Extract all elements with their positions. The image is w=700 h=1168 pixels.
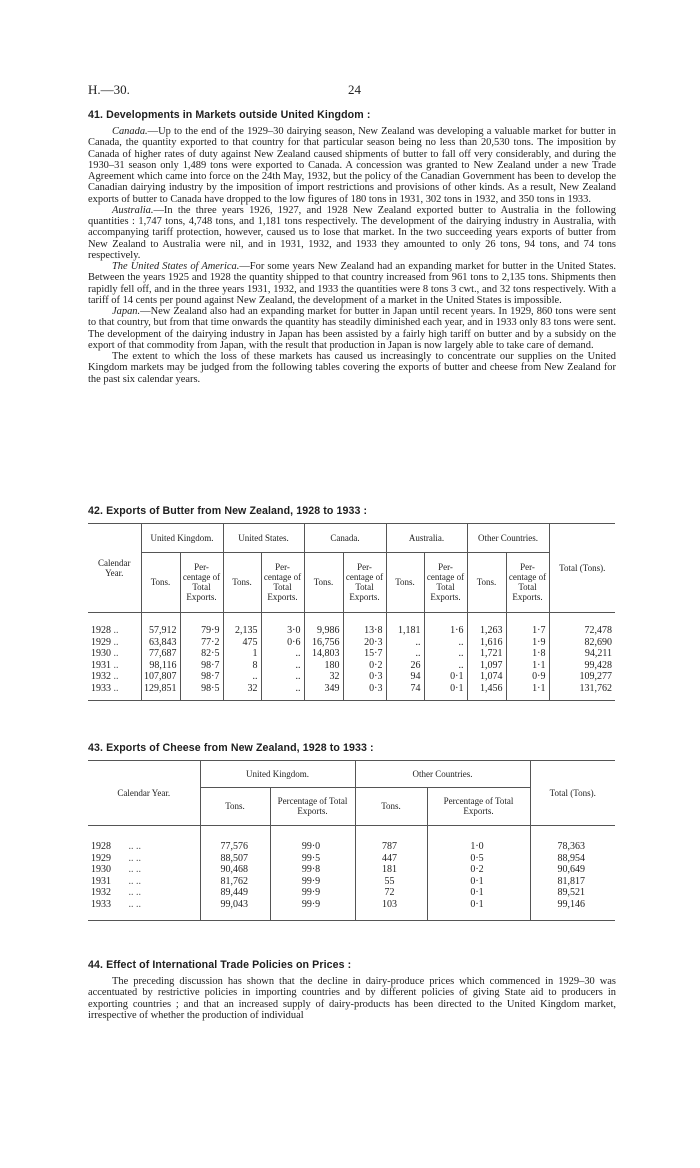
data-cell: 1 [223, 648, 261, 660]
data-cell: 32 [304, 671, 343, 683]
table-row: 1930 .. 77,687 82·5 1 .. 14,803 15·7 .. .. 1,721 1·8 94,211 [88, 648, 615, 660]
table-row: 1928 .. .. 77,576 99·0 787 1·0 78,363 [88, 841, 615, 853]
data-cell: 20·3 [343, 637, 386, 649]
data-cell: 787 [355, 841, 427, 853]
data-cell: 129,851 [141, 683, 180, 695]
data-cell: 107,807 [141, 671, 180, 683]
paragraph-canada: Canada.—Up to the end of the 1929–30 dairying season, New Zealand was developing a valuable market for butter in Canada, the quantity exported to that country for that particular season being no less than 20,530 tons. The imposition by Canada of higher rates of duty against New Zealand caused shipments of butter to fall off very considerably, and during the 1930–31 season only 1,489 tons were exported to Canada. A concession was granted to New Zealand under a new Trade Agreement which came into force on the 24th May, 1932, but the policy of the Canadian Government has been to develop the Canadian dairying industry by the imposition of import restrictions and provisions of other kinds. As a result, New Zealand exports of butter to Canada have dropped to the low figures of 180 tons in 1931, 302 tons in 1932, and 350 tons in 1933. [88, 126, 616, 205]
data-cell: 77,687 [141, 648, 180, 660]
data-cell: 15·7 [343, 648, 386, 660]
data-cell: 0·3 [343, 671, 386, 683]
table-row: 1931 .. 98,116 98·7 8 .. 180 0·2 26 .. 1,097 1·1 99,428 [88, 660, 615, 672]
total-cell: 82,690 [584, 636, 612, 648]
year-cell: 1928 [91, 625, 111, 636]
data-cell: 82·5 [180, 648, 223, 660]
data-cell: 98,116 [141, 660, 180, 672]
data-cell: .. [386, 648, 424, 660]
data-cell: 72 [355, 887, 427, 899]
section-41-body [88, 126, 616, 385]
data-cell: 98·5 [180, 683, 223, 695]
col-group-united-states: United States. [223, 524, 304, 552]
data-cell: 3·0 [261, 625, 304, 637]
data-cell: 94 [386, 671, 424, 683]
year-cell: 1929 [91, 636, 111, 648]
data-cell: 1,263 [467, 625, 506, 637]
data-cell: 99·9 [270, 876, 355, 888]
col-header-tons: Tons. [141, 552, 180, 612]
data-cell: 98·7 [180, 660, 223, 672]
data-cell: 447 [355, 853, 427, 865]
col-header-percentage: Percentage of Total Exports. [270, 787, 355, 825]
col-header-tons: Tons. [467, 552, 506, 612]
col-header-percentage: Per-centage of Total Exports. [424, 552, 467, 612]
paragraph-australia: Australia.—In the three years 1926, 1927, and 1928 New Zealand exported butter to Australia in the following quantities : 1,747 tons, 4,748 tons, and 1,181 tons respectively. The development of the dairying industry in Australia, with accompanying tariff protection, however, caused us to lose that market. In the two succeeding years exports of butter from New Zealand to Australia were nil, and in 1931, 1932, and 1933 they amounted to only 26 tons, 94 tons, and 74 tons respectively. [88, 204, 616, 261]
data-cell: 99·9 [270, 887, 355, 899]
section-44-body [88, 976, 616, 1021]
data-cell: 99,043 [200, 899, 270, 911]
year-cell: 1932 [91, 671, 111, 683]
table-row: 1931 .. .. 81,762 99·9 55 0·1 81,817 [88, 876, 615, 888]
table-row: 1933 .. .. 99,043 99·9 103 0·1 99,146 [88, 899, 615, 911]
year-cell: 1929 [91, 852, 111, 864]
data-cell: 98·7 [180, 671, 223, 683]
table-row: 1932 .. .. 89,449 99·9 72 0·1 89,521 [88, 887, 615, 899]
data-cell: 55 [355, 876, 427, 888]
year-cell: 1930 [91, 648, 111, 660]
data-cell: 1·8 [506, 648, 549, 660]
data-cell: 1·0 [427, 841, 530, 853]
data-cell: 1,074 [467, 671, 506, 683]
year-cell: 1932 [91, 887, 111, 899]
data-cell: .. [261, 671, 304, 683]
table-row: 1933 .. 129,851 98·5 32 .. 349 0·3 74 0·1 1,456 1·1 131,762 [88, 683, 615, 695]
paragraph-japan: Japan.—New Zealand also had an expanding market for butter in Japan until recent years. In 1929, 860 tons were sent to that country, but from that time onwards the quantity has steadily diminished each year, and in 1933 only 83 tons were sent. The development of the dairying industry in Japan has been assisted by a fairly high tariff on butter and by a subsidy on the export of that commodity from Japan, with the result that production in Japan is now largely able to take care of demand. [88, 306, 616, 351]
data-cell: .. [261, 683, 304, 695]
col-header-tons: Tons. [304, 552, 343, 612]
data-cell: 81,762 [200, 876, 270, 888]
page-number: 24 [348, 82, 361, 97]
data-cell: 0·1 [424, 671, 467, 683]
section-44-title: 44. Effect of International Trade Policies on Prices : [88, 959, 352, 971]
year-cell: 1928 [91, 841, 111, 852]
col-group-other-countries: Other Countries. [467, 524, 549, 552]
col-group-other-countries: Other Countries. [355, 761, 530, 787]
data-cell: 1·7 [506, 625, 549, 637]
data-cell: 99·8 [270, 864, 355, 876]
table-row: 1928 .. 57,912 79·9 2,135 3·0 9,986 13·8 1,181 1·6 1,263 1·7 72,478 [88, 625, 615, 637]
table-row: 1932 .. 107,807 98·7 .. .. 32 0·3 94 0·1 1,074 0·9 109,277 [88, 671, 615, 683]
document-reference: H.—30. [88, 82, 130, 97]
data-cell: 1·6 [424, 625, 467, 637]
table-row: 1929 .. .. 88,507 99·5 447 0·5 88,954 [88, 853, 615, 865]
data-cell: 26 [386, 660, 424, 672]
data-cell: 1·1 [506, 660, 549, 672]
total-cell: 99,428 [584, 659, 612, 671]
col-header-total: Total (Tons). [559, 562, 606, 573]
total-cell: 78,363 [557, 841, 585, 852]
cheese-exports-table [88, 761, 615, 921]
data-cell: 0·1 [424, 683, 467, 695]
col-header-tons: Tons. [200, 787, 270, 825]
col-header-percentage: Per-centage of Total Exports. [261, 552, 304, 612]
table-row: 1930 .. .. 90,468 99·8 181 0·2 90,649 [88, 864, 615, 876]
data-cell: .. [424, 660, 467, 672]
total-cell: 131,762 [579, 682, 612, 694]
col-header-year: Calendar Year. [88, 524, 141, 612]
data-cell: 180 [304, 660, 343, 672]
butter-exports-table [88, 524, 615, 701]
paragraph-united-states: The United States of America.—For some years New Zealand had an expanding market for butter in the United States. Between the years 1925 and 1928 the quantity shipped to that country increased from 961 tons to 2,135 tons. Shipments then rapidly fell off, and in the three years 1931, 1932, and 1933 the quantities were 8 tons 3 cwt., and 32 tons respectively. With a tariff of 14 cents per pound against New Zealand, the development of a market in the United States is impossible. [88, 261, 616, 306]
col-header-percentage: Per-centage of Total Exports. [506, 552, 549, 612]
data-cell: 63,843 [141, 637, 180, 649]
data-cell: 349 [304, 683, 343, 695]
data-cell: 90,468 [200, 864, 270, 876]
year-cell: 1931 [91, 659, 111, 671]
data-cell: .. [386, 637, 424, 649]
data-cell: 74 [386, 683, 424, 695]
data-cell: 0·3 [343, 683, 386, 695]
data-cell: 89,449 [200, 887, 270, 899]
data-cell: 1,616 [467, 637, 506, 649]
data-cell: 9,986 [304, 625, 343, 637]
total-cell: 89,521 [557, 887, 585, 899]
col-header-tons: Tons. [386, 552, 424, 612]
data-cell: 14,803 [304, 648, 343, 660]
data-cell: .. [424, 637, 467, 649]
data-cell: 1·1 [506, 683, 549, 695]
section-43-title: 43. Exports of Cheese from New Zealand, 1928 to 1933 : [88, 742, 374, 754]
data-cell: 79·9 [180, 625, 223, 637]
total-cell: 94,211 [584, 648, 612, 660]
year-cell: 1933 [91, 898, 111, 910]
total-cell: 99,146 [557, 898, 585, 910]
data-cell: 1,181 [386, 625, 424, 637]
paragraph-trade-policies: The preceding discussion has shown that the decline in dairy-produce prices which commenced in 1929–30 was accentuated by restrictive policies in importing countries and by different policies of giving State aid to producers in exporting countries ; and that an increased supply of dairy-products has been directed to the United Kingdom market, irrespective of whether the production of individual [88, 976, 616, 1021]
col-header-percentage: Per-centage of Total Exports. [180, 552, 223, 612]
total-cell: 72,478 [584, 625, 612, 636]
data-cell: 475 [223, 637, 261, 649]
data-cell: 99·5 [270, 853, 355, 865]
data-cell: .. [223, 671, 261, 683]
data-cell: 13·8 [343, 625, 386, 637]
data-cell: 0·1 [427, 876, 530, 888]
data-cell: .. [261, 648, 304, 660]
year-cell: 1933 [91, 682, 111, 694]
data-cell: 103 [355, 899, 427, 911]
col-group-united-kingdom: United Kingdom. [141, 524, 223, 552]
data-cell: 77,576 [200, 841, 270, 853]
col-group-canada: Canada. [304, 524, 386, 552]
data-cell: 181 [355, 864, 427, 876]
col-header-tons: Tons. [223, 552, 261, 612]
data-cell: 99·9 [270, 899, 355, 911]
col-group-australia: Australia. [386, 524, 467, 552]
section-41-title: 41. Developments in Markets outside United Kingdom : [88, 109, 371, 121]
data-cell: 32 [223, 683, 261, 695]
col-header-percentage: Per-centage of Total Exports. [343, 552, 386, 612]
data-cell: 0·1 [427, 899, 530, 911]
data-cell: .. [261, 660, 304, 672]
total-cell: 88,954 [557, 852, 585, 864]
total-cell: 90,649 [557, 864, 585, 876]
data-cell: 0·9 [506, 671, 549, 683]
data-cell: 88,507 [200, 853, 270, 865]
data-cell: 1,097 [467, 660, 506, 672]
data-cell: 0·5 [427, 853, 530, 865]
table-row: 1929 .. 63,843 77·2 475 0·6 16,756 20·3 .. .. 1,616 1·9 82,690 [88, 637, 615, 649]
data-cell: 0·2 [343, 660, 386, 672]
data-cell: .. [424, 648, 467, 660]
data-cell: 0·2 [427, 864, 530, 876]
data-cell: 8 [223, 660, 261, 672]
col-header-total: Total (Tons). [549, 787, 596, 798]
year-cell: 1931 [91, 875, 111, 887]
data-cell: 77·2 [180, 637, 223, 649]
year-cell: 1930 [91, 864, 111, 876]
data-cell: 2,135 [223, 625, 261, 637]
data-cell: 0·6 [261, 637, 304, 649]
col-header-percentage: Percentage of Total Exports. [427, 787, 530, 825]
data-cell: 1,721 [467, 648, 506, 660]
data-cell: 16,756 [304, 637, 343, 649]
paragraph-summary: The extent to which the loss of these markets has caused us increasingly to concentrate our supplies on the United Kingdom markets may be judged from the following tables covering the exports of butter and cheese from New Zealand for the past six calendar years. [88, 351, 616, 385]
total-cell: 109,277 [579, 671, 612, 683]
data-cell: 57,912 [141, 625, 180, 637]
data-cell: 1,456 [467, 683, 506, 695]
total-cell: 81,817 [557, 875, 585, 887]
col-header-year: Calendar Year. [88, 761, 200, 825]
data-cell: 0·1 [427, 887, 530, 899]
section-42-title: 42. Exports of Butter from New Zealand, 1928 to 1933 : [88, 505, 368, 517]
data-cell: 99·0 [270, 841, 355, 853]
col-group-united-kingdom: United Kingdom. [200, 761, 355, 787]
data-cell: 1·9 [506, 637, 549, 649]
col-header-tons: Tons. [355, 787, 427, 825]
